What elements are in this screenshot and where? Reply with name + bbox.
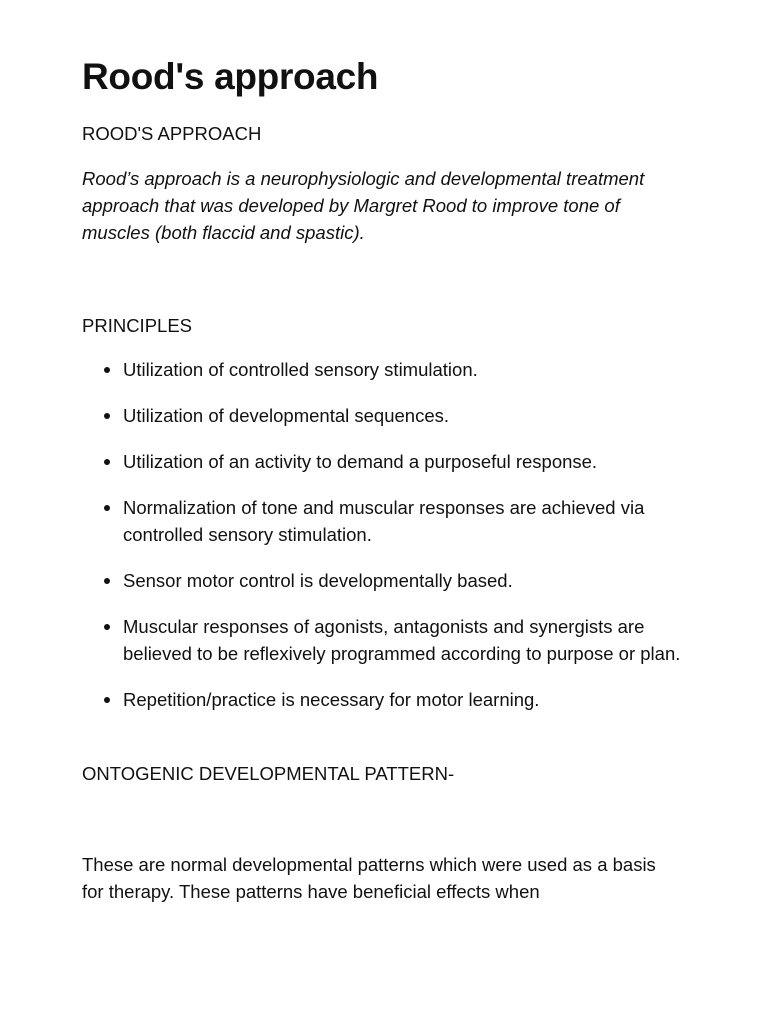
list-item: Utilization of controlled sensory stimulation.	[82, 356, 692, 383]
list-item: Utilization of developmental sequences.	[82, 402, 692, 429]
list-item: Utilization of an activity to demand a purposeful response.	[82, 448, 692, 475]
ontogenic-heading: ONTOGENIC DEVELOPMENTAL PATTERN-	[82, 763, 455, 784]
list-item: Repetition/practice is necessary for motor learning.	[82, 686, 692, 713]
list-item: Normalization of tone and muscular responses are achieved via controlled sensory stimulation.	[82, 494, 692, 548]
intro-paragraph: Rood’s approach is a neurophysiologic and developmental treatment approach that was developed by Margret Rood to improve tone of muscles (both flaccid and spastic).	[82, 168, 645, 243]
section-subtitle: ROOD'S APPROACH	[82, 123, 262, 144]
closing-paragraph: These are normal developmental patterns which were used as a basis for therapy. These patterns have beneficial effects when	[82, 854, 656, 902]
principles-list	[82, 356, 692, 732]
principles-heading: PRINCIPLES	[82, 315, 193, 336]
page-title: Rood's approach	[82, 56, 379, 97]
list-item: Sensor motor control is developmentally based.	[82, 567, 692, 594]
list-item: Muscular responses of agonists, antagonists and synergists are believed to be reflexively programmed according to purpose or plan.	[82, 613, 692, 667]
